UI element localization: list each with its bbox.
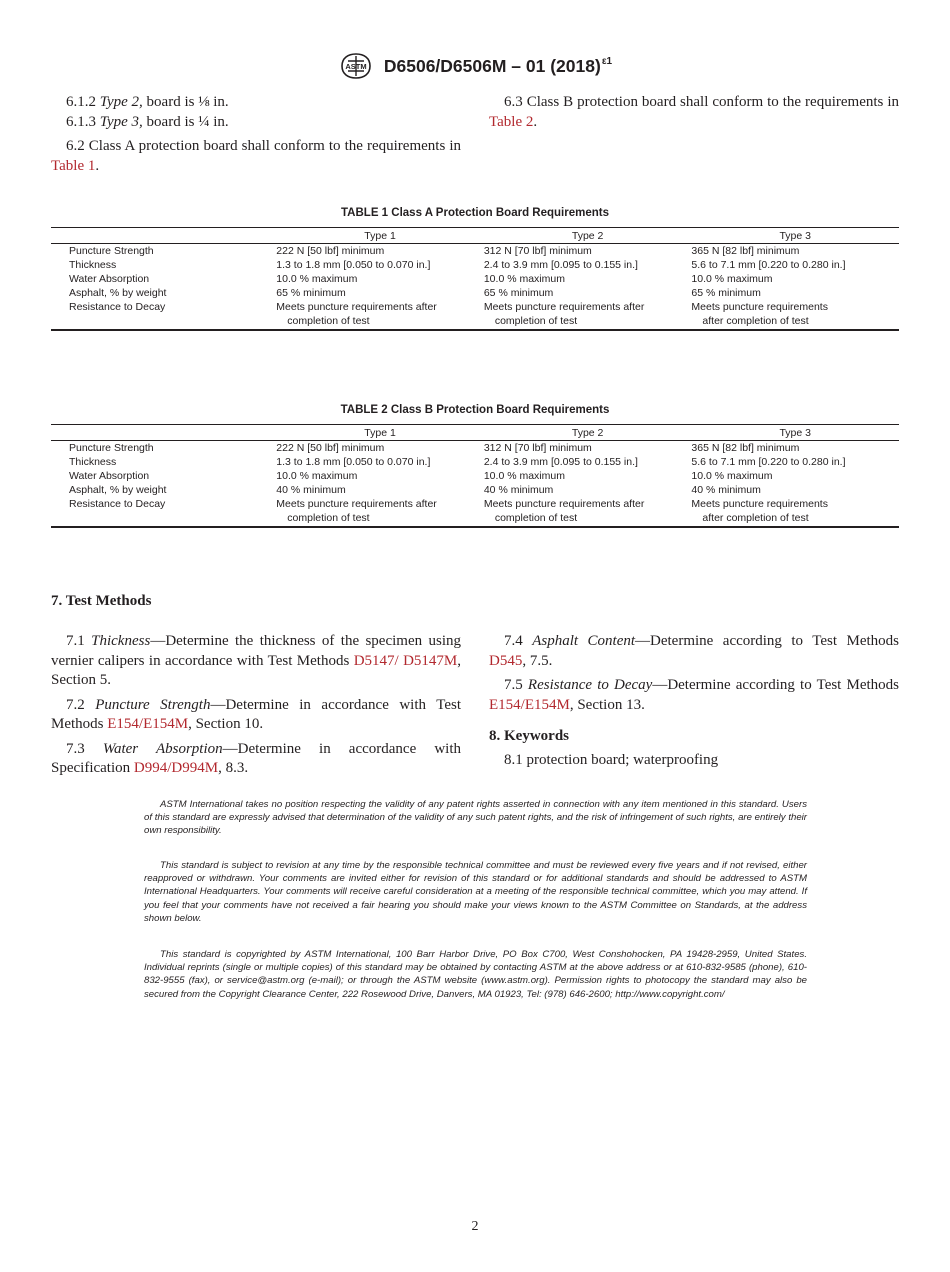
table-row: Asphalt, % by weight 65 % minimum 65 % minimum 65 % minimum — [69, 287, 761, 299]
paragraph-8-1: 8.1 protection board; waterproofing — [504, 751, 719, 768]
e154-link-2[interactable]: E154/E154M — [489, 696, 570, 713]
left-column-section-7 — [51, 632, 461, 779]
paragraph-6-1-3: 6.1.3 Type 3, board is ¼ in. — [66, 113, 229, 130]
revision-notice: This standard is subject to revision at any time by the responsible technical committee and must be reviewed every five years and if not revised, either reapproved or withdrawn. Your comments are invited either for revision of this standard or for additional standards and should be addressed to ASTM International Headquarters. Your comments will receive careful consideration at a meeting of the responsible technical committee, which you may attend. If you feel that your comments have not received a fair hearing you should make your views known to the ASTM Committee on Standards, at the address shown below. — [144, 860, 807, 924]
paragraph-6-3: 6.3 Class B protection board shall conform to the requirements in Table 2. — [489, 94, 899, 130]
right-column-section-7 — [489, 632, 899, 770]
copyright-notice: This standard is copyrighted by ASTM International, 100 Barr Harbor Drive, PO Box C700, West Conshohocken, PA 19428-2959, United States. Individual reprints (single or multiple copies) of this standard may be obtained by contacting ASTM at the above address or at 610-832-9585 (phone), 610-832-9555 (fax), or service@astm.org (e-mail); or through the ASTM website (www.astm.org). Permission rights to photocopy the standard may also be secured from the Copyright Clearance Center, 222 Rosewood Drive, Danvers, MA 01923, Tel: (978) 646-2600; http://www.copyright.com/ — [144, 949, 807, 1000]
paragraph-7-4: 7.4 Asphalt Content—Determine according to Test Methods D545, 7.5. — [489, 633, 899, 669]
section-8-heading: 8. Keywords — [489, 728, 569, 744]
table-1-link[interactable]: Table 1 — [51, 157, 96, 174]
table-1-caption: TABLE 1 Class A Protection Board Requirements — [341, 207, 609, 219]
table-row: Puncture Strength 222 N [50 lbf] minimum 312 N [70 lbf] minimum 365 N [82 lbf] minimum — [69, 442, 800, 454]
d994-link[interactable]: D994/D994M — [133, 760, 219, 776]
table-row: Thickness 1.3 to 1.8 mm [0.050 to 0.070 in.] 2.4 to 3.9 mm [0.095 to 0.155 in.] 5.6 to 7.1 mm [0.220 to 0.280 in.] — [69, 456, 846, 468]
left-column-top — [51, 93, 461, 176]
table-row: Resistance to Decay Meets puncture requirements after completion of test Meets puncture requirements after completion of test Meets puncture requirements after completion of test — [51, 497, 899, 527]
e154-link[interactable]: E154/E154M — [107, 716, 189, 732]
paragraph-6-2: 6.2 Class A protection board shall conform to the requirements in Table 1. — [51, 138, 461, 174]
table-row: Resistance to Decay Meets puncture requirements after completion of test Meets puncture requirements after completion of test Meets puncture requirements after completion of test — [51, 300, 899, 330]
d545-link[interactable]: D545 — [489, 652, 523, 669]
paragraph-6-1-2: 6.1.2 Type 2, board is ⅛ in. — [66, 94, 229, 110]
document-designation: D6506/D6506M – 01 $(2018)^{\varepsilon 1}$ — [383, 55, 613, 76]
paragraph-7-3: 7.3 Water Absorption—Determine in accordance with Specification D994/D994M, 8.3. — [51, 740, 461, 776]
paragraph-7-5: 7.5 Resistance to Decay—Determine according to Test Methods E154/E154M, Section 13. — [489, 677, 899, 713]
table-row: Asphalt, % by weight 40 % minimum 40 % minimum 40 % minimum — [69, 484, 761, 496]
table-2-link[interactable]: Table 2 — [489, 113, 534, 130]
table-row: Water Absorption 10.0 % maximum 10.0 % maximum 10.0 % maximum — [69, 470, 773, 482]
paragraph-7-2: 7.2 Puncture Strength—Determine in accordance with Test Methods E154/E154M, Section 10. — [51, 696, 462, 732]
svg-text:ASTM: ASTM — [345, 62, 367, 71]
table-row: Puncture Strength 222 N [50 lbf] minimum 312 N [70 lbf] minimum 365 N [82 lbf] minimum — [69, 245, 800, 257]
table-header-row: Type 1 Type 2 Type 3 — [51, 425, 899, 441]
table-row: Thickness 1.3 to 1.8 mm [0.050 to 0.070 in.] 2.4 to 3.9 mm [0.095 to 0.155 in.] 5.6 to 7.1 mm [0.220 to 0.280 in.] — [69, 259, 846, 271]
table-row: Water Absorption 10.0 % maximum 10.0 % maximum 10.0 % maximum — [69, 273, 773, 285]
table-2-caption: TABLE 2 Class B Protection Board Requirements — [340, 404, 610, 416]
epsilon-superscript: ε1 — [601, 55, 613, 67]
paragraph-7-1: 7.1 Thickness—Determine the thickness of the specimen using vernier calipers in accordance with Test Methods D5147/ D5147M, Section 5. — [51, 633, 462, 688]
table-header-row: Type 1 Type 2 Type 3 — [51, 228, 899, 244]
section-7-heading: 7. Test Methods — [51, 593, 152, 609]
table-2 — [51, 424, 899, 528]
patent-notice: ASTM International takes no position respecting the validity of any patent rights asserted in connection with any item mentioned in this standard. Users of this standard are expressly advised that determination of the validity of any such patent rights, and the risk of infringement of such rights, are entirely their own responsibility. — [144, 799, 807, 837]
astm-logo-icon — [338, 52, 374, 80]
page-header — [0, 52, 950, 80]
d5147-link[interactable]: D5147/ D5147M — [353, 652, 458, 669]
table-1 — [51, 227, 899, 331]
page-number: 2 — [471, 1219, 479, 1234]
